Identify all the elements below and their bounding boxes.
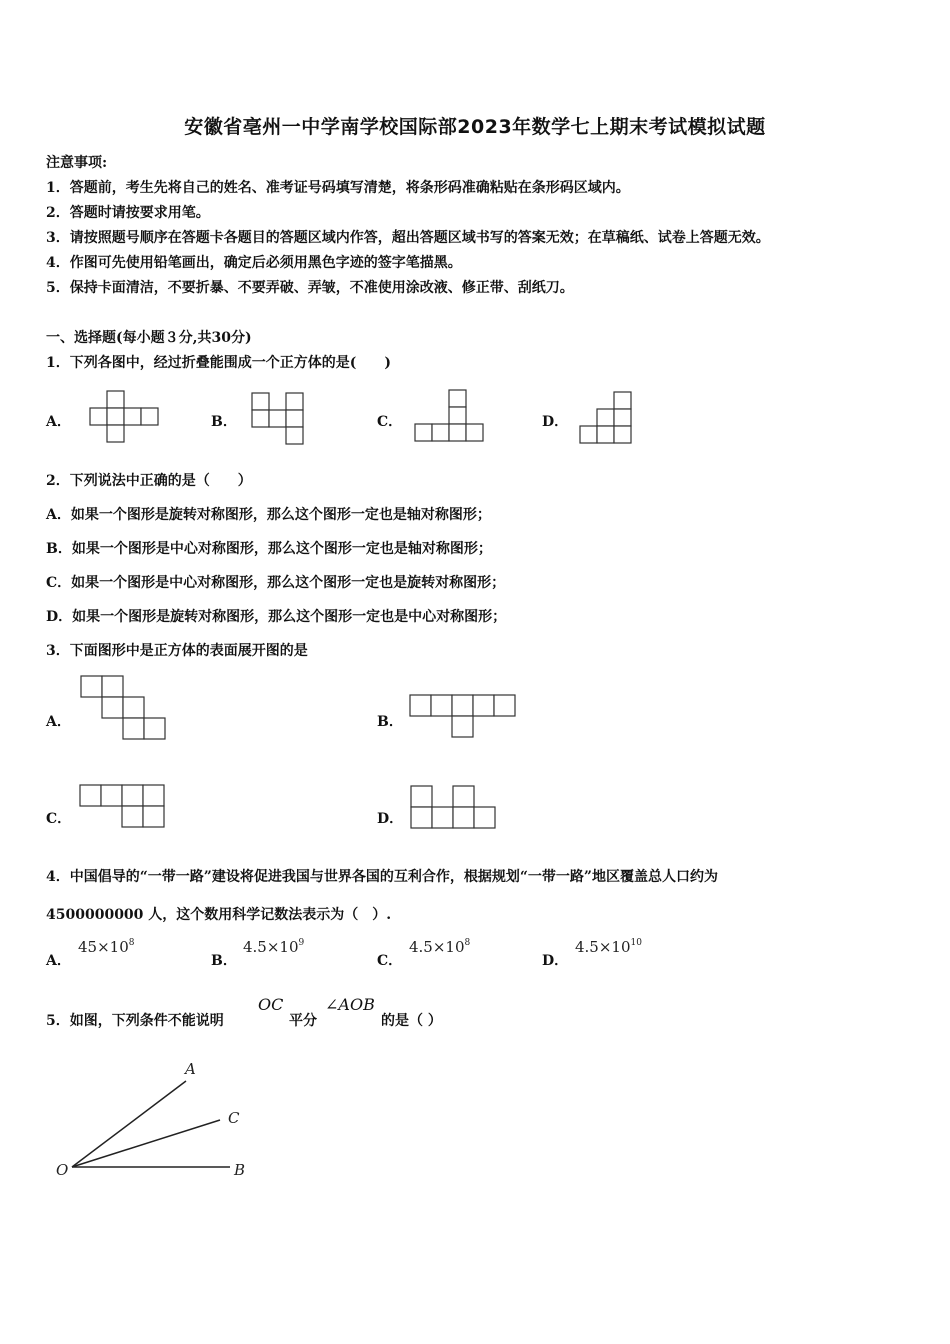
q4-option-b-label: B． — [211, 953, 237, 969]
q2-option-a: A．如果一个图形是旋转对称图形，那么这个图形一定也是轴对称图形； — [46, 507, 491, 523]
q3-option-b-label: B． — [377, 714, 403, 730]
q5-stem-pre: 5．如图，下列条件不能说明 — [46, 1013, 224, 1029]
q4-option-d-value: $4.5\times 10^{10}$ — [575, 938, 642, 956]
q5-angle-aob: ∠AOB — [325, 995, 375, 1014]
q1-option-a-net — [90, 390, 160, 444]
q5-stem-post: 的是（ ） — [381, 1013, 442, 1029]
q3-option-c-net — [79, 784, 171, 830]
page-title: 安徽省亳州一中学南学校国际部2023年数学七上期末考试模拟试题 — [184, 116, 766, 138]
notice-item-1: 1．答题前，考生先将自己的姓名、准考证号码填写清楚，将条形码准确粘贴在条形码区域内。 — [46, 180, 630, 196]
q4-option-a-label: A． — [46, 953, 71, 969]
q3-stem: 3．下面图形中是正方体的表面展开图的是 — [46, 643, 308, 659]
q4-stem-line1: 4．中国倡导的“一带一路”建设将促进我国与世界各国的互利合作，根据规划“一带一路”地区覆盖总人口约为 — [46, 869, 718, 885]
q3-option-b-net — [409, 694, 521, 740]
q4-option-c-label: C． — [377, 953, 403, 969]
point-label-a: A — [185, 1060, 196, 1078]
q4-option-a-value: $45\times 10^8$ — [78, 938, 135, 956]
section-heading: 一、选择题(每小题３分,共30分) — [46, 330, 252, 346]
q1-option-b-net — [251, 392, 307, 446]
q4-option-c-value: $4.5\times 10^8$ — [409, 938, 471, 956]
notice-item-2: 2．答题时请按要求用笔。 — [46, 205, 210, 221]
q2-option-d: D．如果一个图形是旋转对称图形，那么这个图形一定也是中心对称图形； — [46, 609, 507, 625]
point-label-o: O — [56, 1161, 69, 1179]
q2-option-c: C．如果一个图形是中心对称图形，那么这个图形一定也是旋转对称图形； — [46, 575, 506, 591]
notice-item-3: 3．请按照题号顺序在答题卡各题目的答题区域内作答，超出答题区域书写的答案无效；在草稿纸、试卷上答题无效。 — [46, 230, 770, 246]
q5-ray-oc: OC — [258, 995, 284, 1014]
q1-option-d-label: D． — [542, 414, 569, 430]
q1-stem: 1．下列各图中，经过折叠能围成一个正方体的是( ) — [46, 355, 391, 371]
q1-option-b-label: B． — [211, 414, 237, 430]
q3-option-c-label: C． — [46, 811, 72, 827]
q4-stem-line2: 4500000000 人，这个数用科学记数法表示为（ ）. — [46, 907, 392, 923]
q3-option-a-net — [80, 675, 172, 741]
notice-heading: 注意事项: — [46, 155, 108, 171]
q4-option-b-value: $4.5\times 10^9$ — [243, 938, 305, 956]
point-label-c: C — [228, 1109, 240, 1127]
q1-option-c-label: C． — [377, 414, 403, 430]
q1-option-a-label: A． — [46, 414, 71, 430]
notice-item-4: 4．作图可先使用铅笔画出，确定后必须用黑色字迹的签字笔描黑。 — [46, 255, 462, 271]
q5-angle-figure — [50, 1055, 260, 1185]
ray-oa — [72, 1081, 186, 1167]
q5-stem-mid: 平分 — [289, 1013, 317, 1029]
notice-item-5: 5．保持卡面清洁，不要折暴、不要弄破、弄皱，不准使用涂改液、修正带、刮纸刀。 — [46, 280, 574, 296]
q1-option-c-net — [415, 389, 487, 445]
q3-option-d-label: D． — [377, 811, 404, 827]
q3-option-d-net — [410, 785, 502, 831]
q3-option-a-label: A． — [46, 714, 71, 730]
point-label-b: B — [234, 1161, 246, 1179]
q2-stem: 2．下列说法中正确的是（ ） — [46, 473, 252, 489]
q2-option-b: B．如果一个图形是中心对称图形，那么这个图形一定也是轴对称图形； — [46, 541, 492, 557]
q4-option-d-label: D． — [542, 953, 569, 969]
ray-oc — [72, 1120, 220, 1167]
q1-option-d-net — [580, 391, 636, 447]
